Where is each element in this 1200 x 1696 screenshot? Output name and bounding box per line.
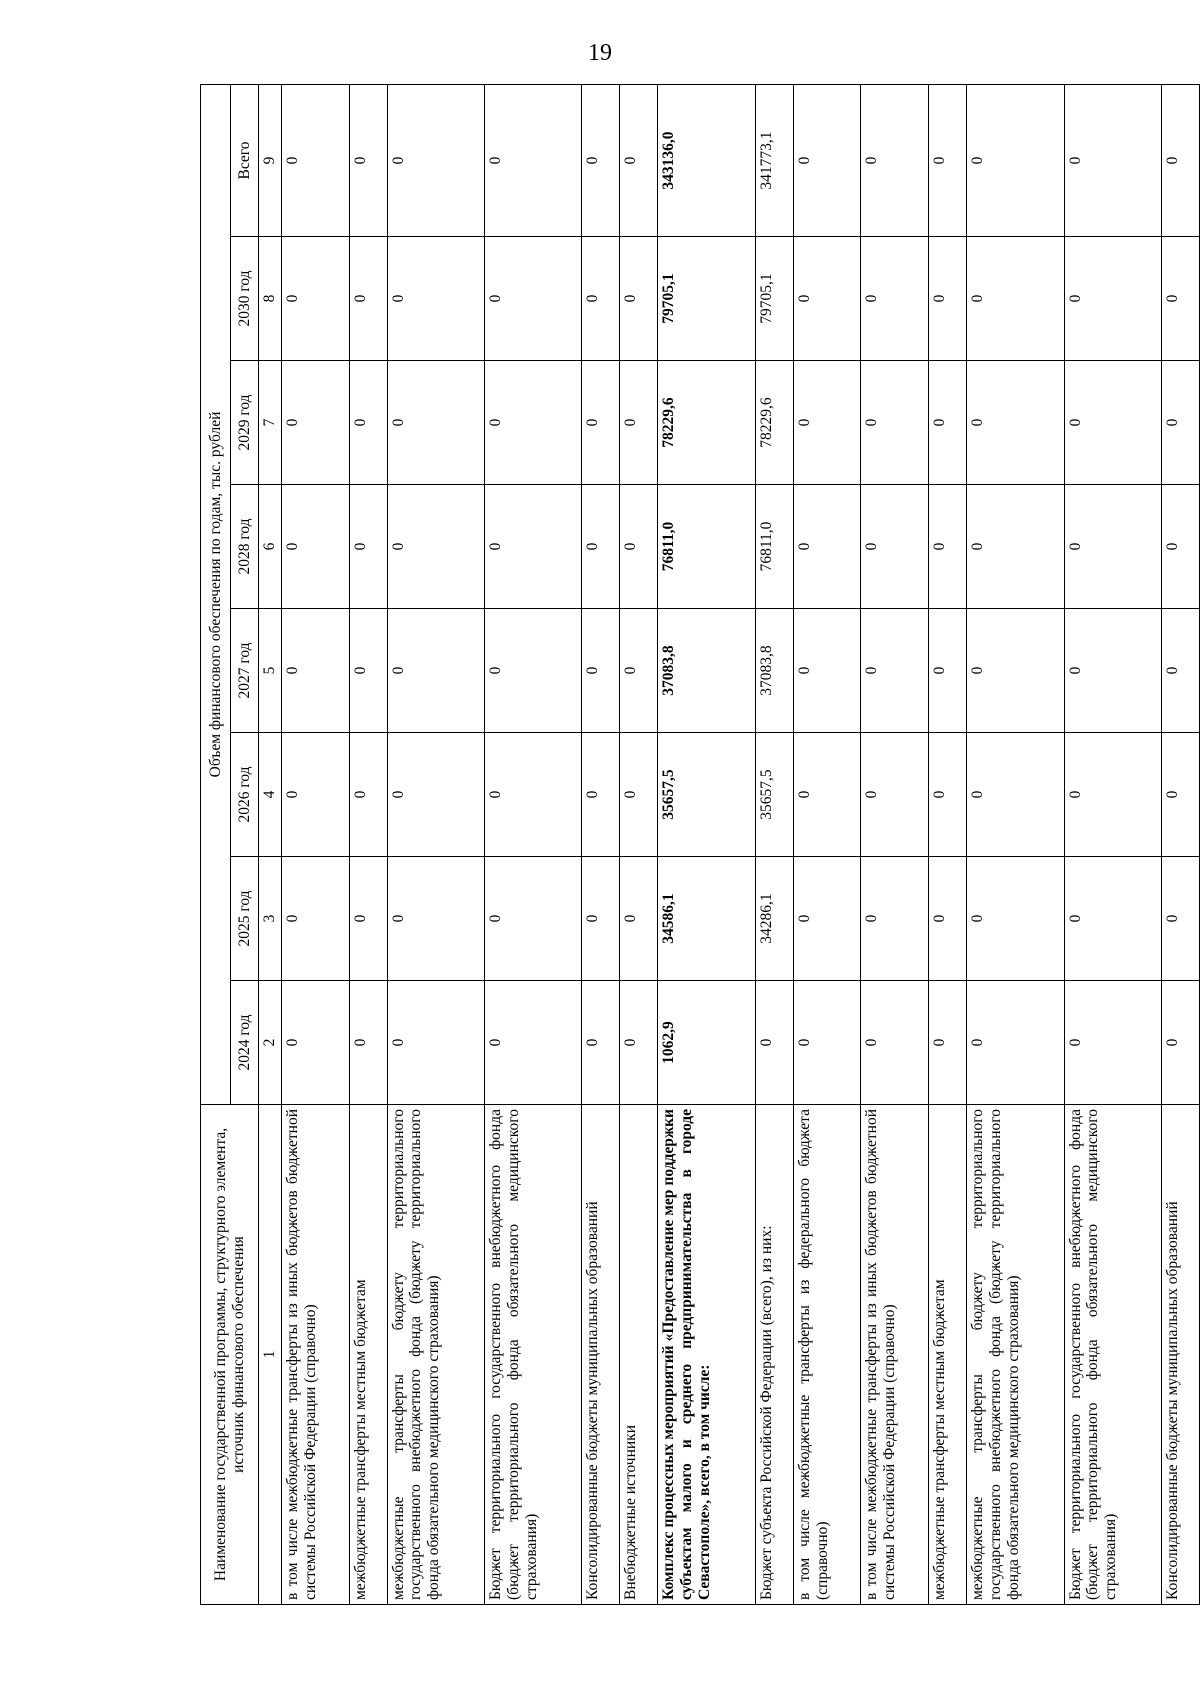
row-value: 0 xyxy=(861,485,929,609)
row-value: 0 xyxy=(349,485,387,609)
row-value: 76811,0 xyxy=(658,485,755,609)
row-name: Бюджет территориального государственного внебюджетного фонда (бюджет территориального фонда обязательного медицинского страхования) xyxy=(484,1105,581,1605)
row-value: 0 xyxy=(967,981,1064,1105)
header-volume-caption: Объем финансового обеспечения по годам, тыс. рублей xyxy=(201,85,231,1105)
row-value: 0 xyxy=(1064,981,1161,1105)
row-value: 0 xyxy=(387,733,484,857)
row-value: 0 xyxy=(929,237,967,361)
row-value: 0 xyxy=(1064,485,1161,609)
row-name: Внебюджетные источники xyxy=(620,1105,658,1605)
row-name: Консолидированные бюджеты муниципальных образований xyxy=(1161,1105,1199,1605)
row-value: 0 xyxy=(929,85,967,237)
row-value: 0 xyxy=(1161,981,1199,1105)
row-value: 0 xyxy=(967,609,1064,733)
header-year-0: 2024 год xyxy=(231,981,259,1105)
header-year-3: 2027 год xyxy=(231,609,259,733)
table-row xyxy=(1064,85,1161,1605)
row-value: 0 xyxy=(620,609,658,733)
row-value: 79705,1 xyxy=(755,237,793,361)
row-value: 0 xyxy=(793,237,861,361)
row-name: межбюджетные трансферты местным бюджетам xyxy=(349,1105,387,1605)
financing-table xyxy=(200,84,1200,1605)
row-value: 0 xyxy=(793,361,861,485)
table-row xyxy=(658,85,755,1605)
row-name: в том числе межбюджетные трансферты из иных бюджетов бюджетной системы Российской Федерации (справочно) xyxy=(281,1105,349,1605)
header-name-column: Наименование государственной программы, структурного элемента, источник финансового обеспечения xyxy=(201,1105,259,1605)
row-value: 0 xyxy=(861,609,929,733)
row-value: 0 xyxy=(967,733,1064,857)
header-year-1: 2025 год xyxy=(231,857,259,981)
row-value: 0 xyxy=(861,981,929,1105)
row-value: 0 xyxy=(620,733,658,857)
row-name: межбюджетные трансферты бюджету территориального государственного внебюджетного фонда (бюджету территориального фонда обязательного медицинского страхования) xyxy=(967,1105,1064,1605)
header-year-7: Всего xyxy=(231,85,259,237)
row-value: 0 xyxy=(1161,733,1199,857)
row-value: 0 xyxy=(582,361,620,485)
row-value: 0 xyxy=(929,857,967,981)
row-value: 0 xyxy=(1161,237,1199,361)
header-year-2: 2026 год xyxy=(231,733,259,857)
row-value: 79705,1 xyxy=(658,237,755,361)
row-value: 0 xyxy=(967,857,1064,981)
row-value: 343136,0 xyxy=(658,85,755,237)
table-row xyxy=(387,85,484,1605)
row-value: 0 xyxy=(281,485,349,609)
row-value: 0 xyxy=(1161,857,1199,981)
row-value: 34586,1 xyxy=(658,857,755,981)
row-value: 0 xyxy=(793,609,861,733)
row-name: в том числе межбюджетные трансферты из федерального бюджета (справочно) xyxy=(793,1105,861,1605)
row-value: 0 xyxy=(620,485,658,609)
row-value: 0 xyxy=(281,733,349,857)
row-value: 0 xyxy=(387,237,484,361)
header-col-number-6: 7 xyxy=(259,361,282,485)
row-value: 0 xyxy=(1161,485,1199,609)
row-value: 341773,1 xyxy=(755,85,793,237)
row-value: 0 xyxy=(281,981,349,1105)
row-value: 0 xyxy=(582,981,620,1105)
header-col-number-3: 4 xyxy=(259,733,282,857)
row-value: 0 xyxy=(387,361,484,485)
header-col-number-5: 6 xyxy=(259,485,282,609)
row-value: 0 xyxy=(929,733,967,857)
row-value: 0 xyxy=(793,733,861,857)
row-value: 0 xyxy=(582,857,620,981)
row-value: 0 xyxy=(967,361,1064,485)
row-value: 0 xyxy=(484,485,581,609)
row-value: 0 xyxy=(582,85,620,237)
header-col-number-4: 5 xyxy=(259,609,282,733)
header-col-number-0: 1 xyxy=(259,1105,282,1605)
row-value: 0 xyxy=(484,981,581,1105)
row-value: 0 xyxy=(582,485,620,609)
row-value: 0 xyxy=(281,85,349,237)
row-value: 0 xyxy=(387,85,484,237)
row-value: 1062,9 xyxy=(658,981,755,1105)
row-value: 0 xyxy=(582,609,620,733)
row-value: 37083,8 xyxy=(658,609,755,733)
row-value: 0 xyxy=(793,485,861,609)
row-value: 0 xyxy=(967,237,1064,361)
table-row xyxy=(861,85,929,1605)
row-value: 0 xyxy=(861,857,929,981)
table-row xyxy=(582,85,620,1605)
row-value: 0 xyxy=(484,361,581,485)
row-value: 0 xyxy=(929,981,967,1105)
row-value: 35657,5 xyxy=(658,733,755,857)
row-name: Консолидированные бюджеты муниципальных образований xyxy=(582,1105,620,1605)
header-year-6: 2030 год xyxy=(231,237,259,361)
row-value: 0 xyxy=(1064,733,1161,857)
row-value: 0 xyxy=(349,733,387,857)
row-value: 0 xyxy=(349,85,387,237)
table-row xyxy=(484,85,581,1605)
header-col-number-7: 8 xyxy=(259,237,282,361)
row-name: Комплекс процессных мероприятий «Предоставление мер поддержки субъектам малого и среднего предпринимательства в городе Севастополе», всего, в том числе: xyxy=(658,1105,755,1605)
row-value: 0 xyxy=(967,85,1064,237)
row-value: 0 xyxy=(1161,85,1199,237)
table-row xyxy=(1161,85,1199,1605)
header-col-number-2: 3 xyxy=(259,857,282,981)
row-value: 0 xyxy=(484,609,581,733)
row-value: 0 xyxy=(1064,609,1161,733)
header-year-4: 2028 год xyxy=(231,485,259,609)
table-row xyxy=(349,85,387,1605)
row-value: 0 xyxy=(281,609,349,733)
row-value: 0 xyxy=(620,237,658,361)
header-col-number-1: 2 xyxy=(259,981,282,1105)
header-col-number-8: 9 xyxy=(259,85,282,237)
row-value: 0 xyxy=(281,857,349,981)
row-value: 0 xyxy=(793,857,861,981)
row-value: 0 xyxy=(929,609,967,733)
row-name: межбюджетные трансферты бюджету территориального государственного внебюджетного фонда (бюджету территориального фонда обязательного медицинского страхования) xyxy=(387,1105,484,1605)
table-row xyxy=(620,85,658,1605)
row-name: межбюджетные трансферты местным бюджетам xyxy=(929,1105,967,1605)
row-value: 0 xyxy=(1064,857,1161,981)
row-name: Бюджет субъекта Российской Федерации (всего), из них: xyxy=(755,1105,793,1605)
row-value: 0 xyxy=(929,485,967,609)
table-row xyxy=(793,85,861,1605)
row-value: 0 xyxy=(755,981,793,1105)
row-value: 0 xyxy=(484,857,581,981)
row-value: 0 xyxy=(349,981,387,1105)
row-value: 0 xyxy=(387,485,484,609)
row-value: 0 xyxy=(967,485,1064,609)
row-value: 78229,6 xyxy=(755,361,793,485)
row-value: 0 xyxy=(349,609,387,733)
rotated-table-container xyxy=(200,85,1200,1605)
row-value: 0 xyxy=(349,361,387,485)
row-value: 0 xyxy=(861,733,929,857)
row-value: 0 xyxy=(1161,361,1199,485)
row-value: 76811,0 xyxy=(755,485,793,609)
row-value: 0 xyxy=(281,237,349,361)
row-value: 0 xyxy=(620,857,658,981)
row-value: 0 xyxy=(1064,361,1161,485)
row-value: 0 xyxy=(929,361,967,485)
row-name: Бюджет территориального государственного внебюджетного фонда (бюджет территориального фонда обязательного медицинского страхования) xyxy=(1064,1105,1161,1605)
row-value: 0 xyxy=(349,237,387,361)
page-number: 19 xyxy=(588,40,612,66)
row-value: 0 xyxy=(484,237,581,361)
row-value: 0 xyxy=(349,857,387,981)
row-value: 0 xyxy=(861,85,929,237)
row-value: 0 xyxy=(484,85,581,237)
row-value: 0 xyxy=(861,361,929,485)
table-row xyxy=(755,85,793,1605)
row-value: 0 xyxy=(387,609,484,733)
row-value: 0 xyxy=(582,733,620,857)
row-value: 0 xyxy=(582,237,620,361)
table-row xyxy=(967,85,1064,1605)
header-year-5: 2029 год xyxy=(231,361,259,485)
row-value: 0 xyxy=(620,981,658,1105)
row-value: 78229,6 xyxy=(658,361,755,485)
row-value: 0 xyxy=(793,981,861,1105)
row-value: 0 xyxy=(793,85,861,237)
row-value: 34286,1 xyxy=(755,857,793,981)
row-value: 0 xyxy=(620,361,658,485)
table-row xyxy=(929,85,967,1605)
row-value: 0 xyxy=(484,733,581,857)
row-value: 0 xyxy=(620,85,658,237)
row-value: 0 xyxy=(387,857,484,981)
row-value: 37083,8 xyxy=(755,609,793,733)
row-value: 0 xyxy=(1064,237,1161,361)
row-value: 0 xyxy=(861,237,929,361)
row-value: 0 xyxy=(281,361,349,485)
row-value: 0 xyxy=(1161,609,1199,733)
table-row xyxy=(281,85,349,1605)
row-name: в том числе межбюджетные трансферты из иных бюджетов бюджетной системы Российской Федерации (справочно) xyxy=(861,1105,929,1605)
row-value: 0 xyxy=(1064,85,1161,237)
row-value: 0 xyxy=(387,981,484,1105)
row-value: 35657,5 xyxy=(755,733,793,857)
